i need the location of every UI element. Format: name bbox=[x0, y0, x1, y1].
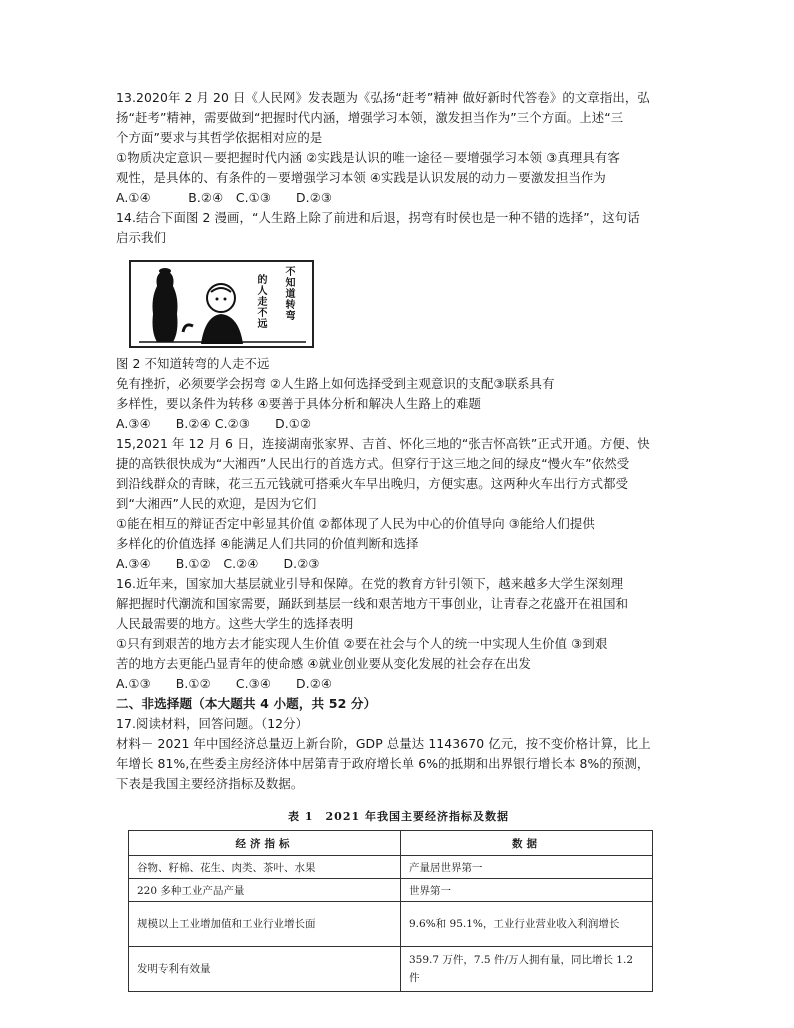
q17-line: 材料－ 2021 年中国经济总量迈上新台阶，GDP 总量达 1143670 亿元，按不变价格计算，比上 bbox=[116, 736, 651, 751]
q16-line: 解把握时代潮流和国家需要，踊跃到基层一线和艰苦地方干事创业，让青春之花盛开在祖国和 bbox=[116, 596, 629, 611]
cartoon-caption-right: 不知道转弯 bbox=[283, 266, 294, 321]
q15-line: 捷的高铁很快成为“大湘西”人民出行的首选方式。但穿行于这三地之间的绿皮“慢火车”依然受 bbox=[116, 456, 630, 471]
gourd-top bbox=[159, 268, 171, 274]
table-cell: 9.6%和 95.1%，工业行业营业收入利润增长 bbox=[401, 902, 653, 947]
cartoon-caption-left: 的人走不远 bbox=[255, 274, 266, 329]
table-title: 表 1 2021 年我国主要经济指标及数据 bbox=[288, 810, 509, 823]
cartoon-figure-2 bbox=[129, 260, 314, 348]
q17-line: 17.阅读材料，回答问题。（12分） bbox=[116, 716, 309, 731]
table-cell: 谷物、籽棉、花生、肉类、茶叶、水果 bbox=[129, 856, 401, 879]
q15-line: 到“大湘西”人民的欢迎，是因为它们 bbox=[116, 496, 317, 511]
q14-line: 多样性，要以条件为转移 ④要善于具体分析和解决人生路上的难题 bbox=[116, 396, 481, 411]
table-row bbox=[129, 902, 653, 947]
table-row bbox=[129, 947, 653, 992]
table-cell: 规模以上工业增加值和工业行业增长面 bbox=[129, 902, 401, 947]
q14-line: 14.结合下面图 2 漫画，“人生路上除了前进和后退，拐弯有时侯也是一种不错的选择”，这句话 bbox=[116, 210, 640, 225]
q13-line: 13.2020年 2 月 20 日《人民网》发表题为《弘扬“赶考”精神 做好新时代答卷》的文章指出，弘 bbox=[116, 90, 650, 105]
table-header-row bbox=[129, 831, 653, 856]
table-row bbox=[129, 856, 653, 879]
q16-line: 苦的地方去更能凸显青年的使命感 ④就业创业要从变化发展的社会存在出发 bbox=[116, 656, 531, 671]
q17-line: 年增长 81%,在些委主房经济体中居第青于政府增长单 6%的抵期和出界银行增长本 8%的预测， bbox=[116, 756, 650, 771]
q16-line: 16.近年来，国家加大基层就业引导和保障。在党的教育方针引领下，越来越多大学生深刻理 bbox=[116, 576, 624, 591]
q13-options: A.①④ B.②④ C.①③ D.②③ bbox=[116, 190, 333, 205]
question-15 bbox=[116, 434, 681, 574]
man-eye bbox=[216, 298, 219, 301]
q14-options: A.③④ B.②④ C.②③ D.①② bbox=[116, 416, 312, 431]
q15-options: A.③④ B.①② C.②④ D.②③ bbox=[116, 556, 320, 571]
q15-line: 15,2021 年 12 月 6 日，连接湖南张家界、吉首、怀化三地的“张吉怀高铁”正式开通。方便、快 bbox=[116, 436, 650, 451]
q14-line: 免有挫折，必须要学会拐弯 ②人生路上如何选择受到主观意识的支配③联系具有 bbox=[116, 376, 555, 391]
q13-line: 扬“赶考”精神，需要做到“把握时代内涵，增强学习本领，激发担当作为”三个方面。上述“三 bbox=[116, 110, 624, 125]
section-heading: 二、非选择题（本大题共 4 小题，共 52 分） bbox=[116, 696, 377, 711]
q15-line: ①能在相互的辩证否定中彰显其价值 ②都体现了人民为中心的价值导向 ③能给人们提供 bbox=[116, 516, 595, 531]
man-arm bbox=[183, 325, 193, 332]
q15-line: 多样化的价值选择 ④能满足人们共同的价值判断和选择 bbox=[116, 536, 419, 551]
man-body bbox=[201, 314, 243, 344]
q15-line: 到沿线群众的青睐，花三五元钱就可搭乘火车早出晚归，方便实惠。这两种火车出行方式都受 bbox=[116, 476, 629, 491]
gourd-shape bbox=[153, 272, 178, 342]
table-cell: 发明专利有效量 bbox=[129, 947, 401, 992]
table-cell: 359.7 万件，7.5 件/万人拥有量，同比增长 1.2 件 bbox=[401, 947, 653, 992]
table-cell: 产量居世界第一 bbox=[401, 856, 653, 879]
table-cell: 220 多种工业产品产量 bbox=[129, 879, 401, 902]
q13-line: 观性，是具体的、有条件的－要增强学习本领 ④实践是认识发展的动力－要激发担当作为 bbox=[116, 170, 606, 185]
q16-line: 人民最需要的地方。这些大学生的选择表明 bbox=[116, 616, 354, 631]
q17-line: 下表是我国主要经济指标及数据。 bbox=[116, 776, 304, 791]
question-13 bbox=[116, 88, 681, 208]
column-header: 经济指标 bbox=[129, 831, 401, 856]
question-16 bbox=[116, 574, 681, 694]
table-cell: 世界第一 bbox=[401, 879, 653, 902]
economic-indicators-table bbox=[128, 830, 653, 992]
question-17 bbox=[116, 714, 681, 794]
q14-line: 启示我们 bbox=[116, 230, 166, 245]
man-eye bbox=[224, 298, 227, 301]
q16-options: A.①③ B.①② C.③④ D.②④ bbox=[116, 676, 333, 691]
figure-caption: 图 2 不知道转弯的人走不远 bbox=[116, 356, 270, 371]
question-14 bbox=[116, 208, 681, 434]
q13-line: ①物质决定意识－要把握时代内涵 ②实践是认识的唯一途径－要增强学习本领 ③真理具有客 bbox=[116, 150, 620, 165]
q16-line: ①只有到艰苦的地方去才能实现人生价值 ②要在社会与个人的统一中实现人生价值 ③到艰 bbox=[116, 636, 608, 651]
table-row bbox=[129, 879, 653, 902]
exam-page bbox=[116, 88, 681, 992]
column-header: 数据 bbox=[401, 831, 653, 856]
q13-line: 个方面”要求与其哲学依据相对应的是 bbox=[116, 130, 323, 145]
